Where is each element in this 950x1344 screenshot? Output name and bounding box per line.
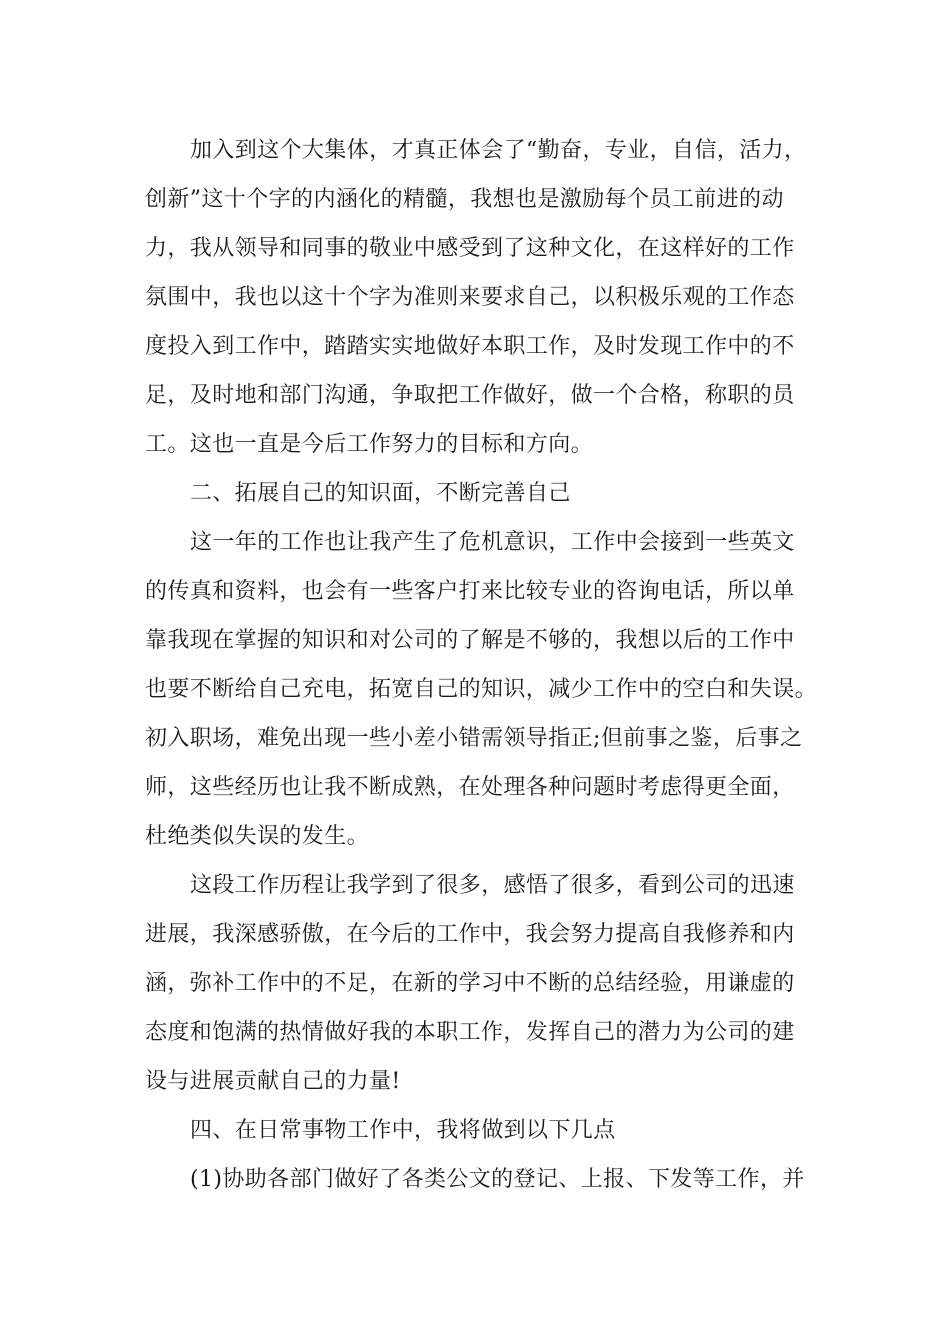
paragraph-line: 的传真和资料，也会有一些客户打来比较专业的咨询电话，所以单 bbox=[145, 579, 795, 604]
paragraph-line: 加入到这个大集体，才真正体会了“勤奋，专业，自信，活力， bbox=[190, 138, 807, 163]
paragraph-line: 涵，弥补工作中的不足，在新的学习中不断的总结经验，用谦虚的 bbox=[145, 971, 795, 996]
paragraph-line: 氛围中，我也以这十个字为准则来要求自己，以积极乐观的工作态 bbox=[145, 285, 795, 310]
paragraph-line: 这段工作历程让我学到了很多，感悟了很多，看到公司的迅速 bbox=[190, 873, 795, 898]
section-heading: 二、拓展自己的知识面，不断完善自己 bbox=[190, 481, 571, 506]
paragraph-line: 工。这也一直是今后工作努力的目标和方向。 bbox=[145, 432, 594, 457]
section-heading: 四、在日常事物工作中，我将做到以下几点 bbox=[190, 1118, 616, 1143]
paragraph-line: 这一年的工作也让我产生了危机意识，工作中会接到一些英文 bbox=[190, 530, 795, 555]
paragraph-line: 师，这些经历也让我不断成熟，在处理各种问题时考虑得更全面， bbox=[145, 775, 795, 800]
paragraph-line: 杜绝类似失误的发生。 bbox=[145, 824, 370, 849]
paragraph-line: 进展，我深感骄傲，在今后的工作中，我会努力提高自我修养和内 bbox=[145, 922, 795, 947]
paragraph-line: 足，及时地和部门沟通，争取把工作做好，做一个合格，称职的员 bbox=[145, 383, 795, 408]
paragraph-line: 创新”这十个字的内涵化的精髓，我想也是激励每个员工前进的动 bbox=[145, 187, 784, 212]
paragraph-line: 也要不断给自己充电，拓宽自己的知识，减少工作中的空白和失误。 bbox=[145, 677, 818, 702]
list-item: (1)协助各部门做好了各类公文的登记、上报、下发等工作，并 bbox=[190, 1167, 805, 1192]
paragraph-line: 设与进展贡献自己的力量! bbox=[145, 1069, 401, 1094]
paragraph-line: 力，我从领导和同事的敬业中感受到了这种文化，在这样好的工作 bbox=[145, 236, 795, 261]
paragraph-line: 初入职场，难免出现一些小差小错需领导指正;但前事之鉴，后事之 bbox=[145, 726, 803, 751]
paragraph-line: 态度和饱满的热情做好我的本职工作，发挥自己的潜力为公司的建 bbox=[145, 1020, 795, 1045]
paragraph-line: 靠我现在掌握的知识和对公司的了解是不够的，我想以后的工作中 bbox=[145, 628, 795, 653]
paragraph-line: 度投入到工作中，踏踏实实地做好本职工作，及时发现工作中的不 bbox=[145, 334, 795, 359]
